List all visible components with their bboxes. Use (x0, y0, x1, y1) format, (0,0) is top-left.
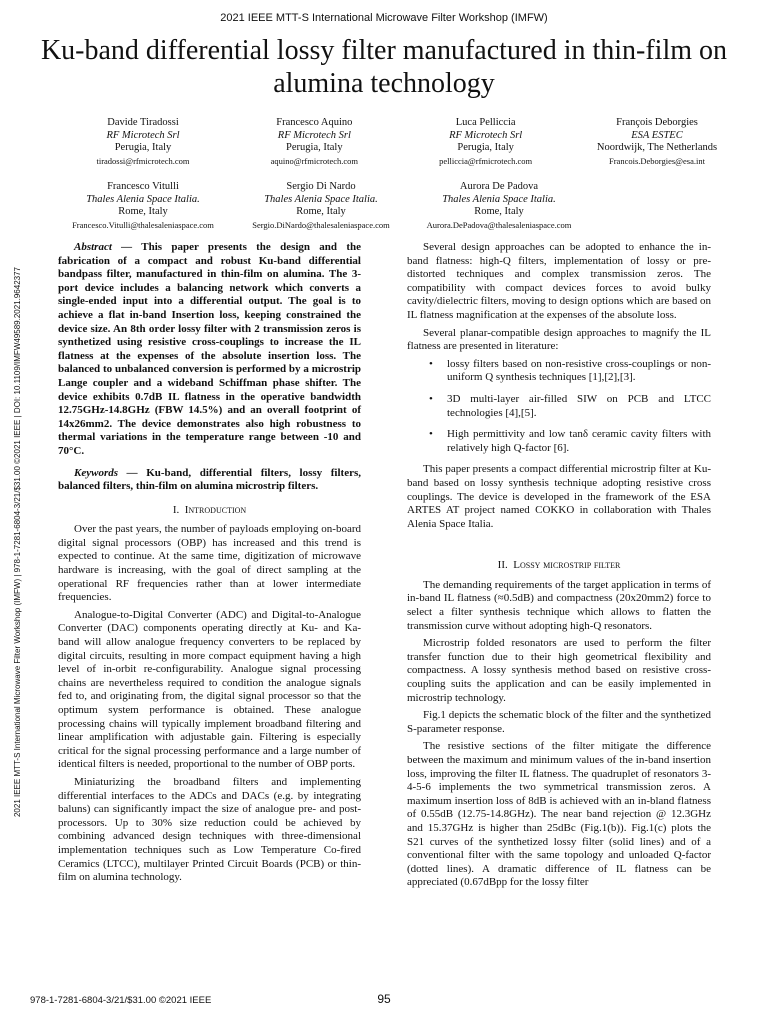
author-location: Perugia, Italy (114, 142, 172, 153)
author-email: aquino@rfmicrotech.com (270, 155, 359, 166)
doi-sidebar-text: 2021 IEEE MTT-S International Microwave Filter Workshop (IMFW) | 978-1-7281-6804-3/21/$31.00 ©2021 IEEE | DOI: 10.1109/IMFW49589.2021.9642377 (13, 266, 22, 818)
left-column (58, 241, 361, 889)
author-affiliation: ESA ESTEC (631, 129, 683, 141)
author-block (416, 181, 582, 231)
body-paragraph: The resistive sections of the filter mitigate the difference between the maximum and minimum values of the in-band insertion loss, improving the filter IL flatness. The quadruplet of resonators 3-4-5-6 implements the two symmetrical transmission zeros. A maximum insertion loss of 8dB is achieved with an in-bland flatness of 0.55dB (12.75-14.8GHz). The near band rejection @ 12.3GHz and 15.37GHz is higher than 25dBc (Fig.1(b)). Fig.1(c) plots the S21 curves of the synthetized lossy filter (solid lines) and of a conventional filter with the same topology and unloaded Q-factor (dotted lines). A dramatic difference of IL flatness can be appreciated (0.67dBpp for the lossy filter (407, 740, 711, 889)
bullet-text: High permittivity and low tanδ ceramic cavity filters with relatively high Q-factor [6]. (447, 428, 711, 454)
bullet-item (429, 428, 711, 455)
body-paragraph: This paper presents a compact differential microstrip filter at Ku-band based on lossy synthesis technique adopting resistive cross couplings. The device is developed in the framework of the ESA ARTES AT project named COKKO in collaboration with Thales Alenia Space Italia. (407, 463, 711, 530)
author-name: Sergio Di Nardo (286, 181, 356, 192)
bullet-text: 3D multi-layer air-filled SIW on PCB and LTCC technologies [4],[5]. (447, 392, 711, 419)
body-paragraph: Fig.1 depicts the schematic block of the filter and the synthetized S-parameter response. (407, 709, 711, 735)
keywords-text: Ku-band, differential filters, lossy filters, balanced filters, thin-film on alumina microstrip filters. (58, 466, 362, 493)
body-paragraph: Several planar-compatible design approaches to magnify the IL flatness are presented in literature: (407, 326, 711, 353)
author-email: Francois.Deborgies@esa.int (609, 155, 705, 166)
bullet-text: lossy filters based on non-resistive cross-couplings or non-uniform Q synthesis techniques [1],[2],[3]. (447, 357, 711, 384)
abstract-label: Abstract — (74, 241, 133, 253)
author-block (403, 117, 569, 167)
body-paragraph: Several design approaches can be adopted to enhance the in-band flatness: high-Q filters, implementation of lossy or pre-distorted techniques and complex transmission zeros. The compatibility with compact devices forces to avoid bulky cavity/dielectric filters, moving to design options which are based on IL flatness magnification at the expenses of the absolute loss. (407, 241, 711, 321)
section-title: Introduction (184, 503, 247, 516)
author-email: pelliccia@rfmicrotech.com (439, 155, 533, 166)
author-affiliation: RF Microtech Srl (449, 129, 523, 141)
author-location: Noordwijk, The Netherlands (596, 142, 718, 153)
bullet-item (429, 357, 711, 385)
author-name: Davide Tiradossi (107, 117, 179, 128)
section-title: Lossy microstrip filter (513, 559, 621, 572)
author-email: Aurora.DePadova@thalesaleniaspace.com (426, 219, 572, 230)
abstract-text: This paper presents the design and the fabrication of a compact and robust Ku-band differential bandpass filter, manufactured in thin-film on alumina. The 3-port device includes a balancing network which converts a single-ended input into a differential output. The goal is to achieve a flat in-band Insertion loss, keeping constrained the device size. An 8th order lossy filter with 2 transmission zeros is synthetized using resistive cross-couplings to increase the IL flatness at the expenses of the absolute insertion loss. The balanced to unbalanced conversion is performed by a microstrip Lange coupler and a wideband Schiffman phase shifter. The device exhibits 0.7dB IL flatness in the operative bandwidth 12.75GHz-14.8GHz (FBW 14.5%) and an overall footprint of 14x26mm2. The device demonstrates also high robustness to thermal variations in the temperature range between -10 and 70°C. (58, 241, 361, 457)
author-name: Luca Pelliccia (455, 117, 516, 128)
section-heading-introduction (58, 504, 361, 518)
author-name: François Deborgies (616, 117, 698, 128)
bullet-dot: • (429, 357, 433, 370)
author-location: Rome, Italy (474, 206, 524, 217)
conference-header: 2021 IEEE MTT-S International Microwave Filter Workshop (IMFW) (220, 12, 548, 24)
author-block (60, 181, 226, 231)
author-email: Francesco.Vitulli@thalesaleniaspace.com (72, 219, 214, 230)
author-email: Sergio.DiNardo@thalesaleniaspace.com (252, 219, 390, 230)
body-paragraph: Microstrip folded resonators are used to perform the filter transfer function due to their high geometrical flexibility and compactness. A lossy synthesis method based on resistive cross-coupling suits the application and can be easily implemented in microstrip technology. (407, 637, 711, 704)
body-paragraph: Over the past years, the number of payloads employing on-board digital signal processors (OBP) has increased and this trend is expected to continue. At the same time, digitization of microwave hardware is increasing, with the goal of direct sampling at the operational RF frequencies rather than at lower intermediate frequencies. (58, 523, 361, 604)
keywords-label: Keywords — (74, 466, 138, 479)
author-location: Rome, Italy (118, 206, 168, 217)
authors-row-2 (60, 181, 740, 231)
author-affiliation: Thales Alenia Space Italia. (264, 193, 378, 205)
body-paragraph: Analogue-to-Digital Converter (ADC) and Digital-to-Analogue Converter (DAC) components operating directly at Ku- and Ka-band will allow analogue frequency converters to be replaced by digital circuits, resulting in more compact equipment having a high level of in-orbit re-configurability. Analogue signal processing chains are nevertheless required to condition the analogue signals fed to, and originating from, the digital signal processor so that the optimum system performance is obtained. These analogue processing chains will typically implement broadband filtering and linear amplification with adjustable gain. Filtering is especially critical for the signal processing performance and a large number of identical filters is needed, proportional to the number of OBP ports. (58, 608, 361, 771)
author-name: Aurora De Padova (459, 181, 539, 192)
paper-title: Ku-band differential lossy filter manufactured in thin-film on alumina technology (40, 35, 728, 99)
author-name: Francesco Aquino (276, 117, 353, 128)
author-affiliation: Thales Alenia Space Italia. (86, 193, 200, 205)
author-affiliation: RF Microtech Srl (277, 129, 351, 141)
section-numeral: II. (497, 559, 508, 572)
author-location: Perugia, Italy (286, 142, 343, 153)
author-email: tiradossi@rfmicrotech.com (96, 155, 190, 166)
bullet-dot: • (429, 428, 433, 441)
author-location: Rome, Italy (296, 206, 346, 217)
right-column (407, 241, 711, 894)
author-location: Perugia, Italy (457, 142, 514, 153)
section-heading-lossy-filter (407, 559, 711, 573)
author-block (574, 117, 740, 167)
bullet-item (429, 392, 711, 420)
body-paragraph: Miniaturizing the broadband filters and implementing differential interfaces to the ADCs and DACs (e.g. by integrating baluns) can significantly impact the size of analogue pre- and post-processors. Up to 30% size reduction could be achieved by combining advanced design techniques with three-dimensional implementation techniques such as Low Temperature Co-fired Ceramics (LTCC), multilayer Printed Circuit Boards (PCB) or thin-film on alumina technology. (58, 775, 361, 884)
author-block (60, 117, 226, 167)
author-block (238, 181, 404, 231)
footer-isbn: 978-1-7281-6804-3/21/$31.00 ©2021 IEEE (30, 995, 212, 1006)
section-numeral: I. (172, 503, 180, 516)
literature-bullet-list (407, 358, 711, 456)
page-number: 95 (377, 992, 391, 1006)
author-block (231, 117, 397, 167)
authors-row-1 (60, 117, 740, 167)
side-margin (0, 0, 36, 1024)
bullet-dot: • (429, 392, 433, 405)
author-affiliation: RF Microtech Srl (106, 129, 180, 141)
author-name: Francesco Vitulli (107, 181, 179, 192)
body-paragraph: The demanding requirements of the target application in terms of in-band IL flatness (≈0.5dB) and compactness (20x20mm2) force to select a filter synthesis technique which allows to flatten the transmission curve without adopting high-Q resonators. (407, 578, 711, 632)
abstract (58, 241, 361, 459)
author-affiliation: Thales Alenia Space Italia. (442, 193, 556, 205)
keywords (58, 467, 361, 494)
